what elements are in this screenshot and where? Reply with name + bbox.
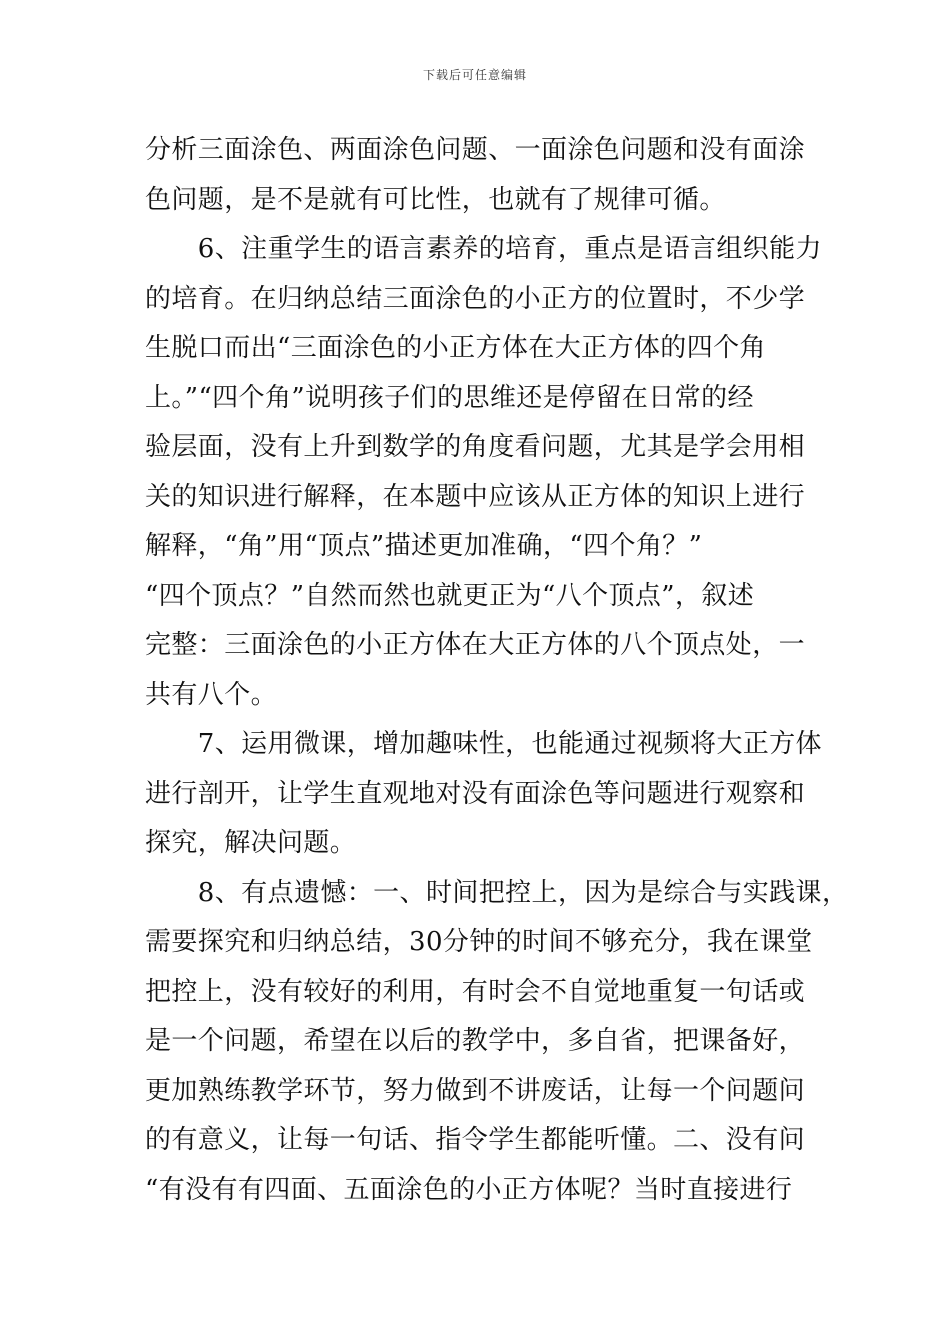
page-header-note: 下载后可任意编辑: [422, 68, 527, 82]
text-line: 需要探究和归纳总结，30分钟的时间不够充分，我在课堂: [145, 927, 813, 957]
text-line: 把控上，没有较好的利用，有时会不自觉地重复一句话或: [145, 976, 806, 1007]
text-line: 8、有点遗憾：一、时间把控上，因为是综合与实践课，: [145, 877, 849, 908]
text-line: 完整：三面涂色的小正方体在大正方体的八个顶点处，一: [145, 630, 806, 660]
text-line: 上。”“四个角”说明孩子们的思维还是停留在日常的经: [145, 382, 754, 413]
text-line: 生脱口而出“三面涂色的小正方体在大正方体的四个角: [145, 333, 766, 363]
text-line: 的培育。在归纳总结三面涂色的小正方的位置时，不少学: [145, 283, 806, 314]
text-line: 分析三面涂色、两面涂色问题、一面涂色问题和没有面涂: [145, 135, 806, 165]
text-line: “有没有有四面、五面涂色的小正方体呢？当时直接进行: [145, 1174, 793, 1205]
text-line: 共有八个。: [145, 679, 278, 710]
text-line: 关的知识进行解释，在本题中应该从正方体的知识上进行: [145, 481, 806, 512]
text-line: 色问题，是不是就有可比性，也就有了规律可循。: [145, 184, 726, 215]
text-line: 探究，解决问题。: [145, 828, 357, 858]
text-line: 6、注重学生的语言素养的培育，重点是语言组织能力: [145, 234, 822, 264]
text-line: 7、运用微课，增加趣味性，也能通过视频将大正方体: [145, 729, 822, 759]
text-line: “四个顶点？”自然而然也就更正为“八个顶点”，叙述: [145, 580, 755, 611]
text-line: 进行剖开，让学生直观地对没有面涂色等问题进行观察和: [145, 778, 806, 809]
text-line: 的有意义，让每一句话、指令学生都能听懂。二、没有问: [145, 1125, 806, 1155]
text-line: 验层面，没有上升到数学的角度看问题，尤其是学会用相: [145, 432, 806, 462]
text-line: 更加熟练教学环节，努力做到不讲废话，让每一个问题问: [145, 1075, 806, 1106]
text-line: 解释，“角”用“顶点”描述更加准确，“四个角？”: [145, 531, 703, 561]
document-body: [145, 126, 849, 1215]
text-line: 是一个问题，希望在以后的教学中，多自省，把课备好，: [145, 1026, 806, 1056]
